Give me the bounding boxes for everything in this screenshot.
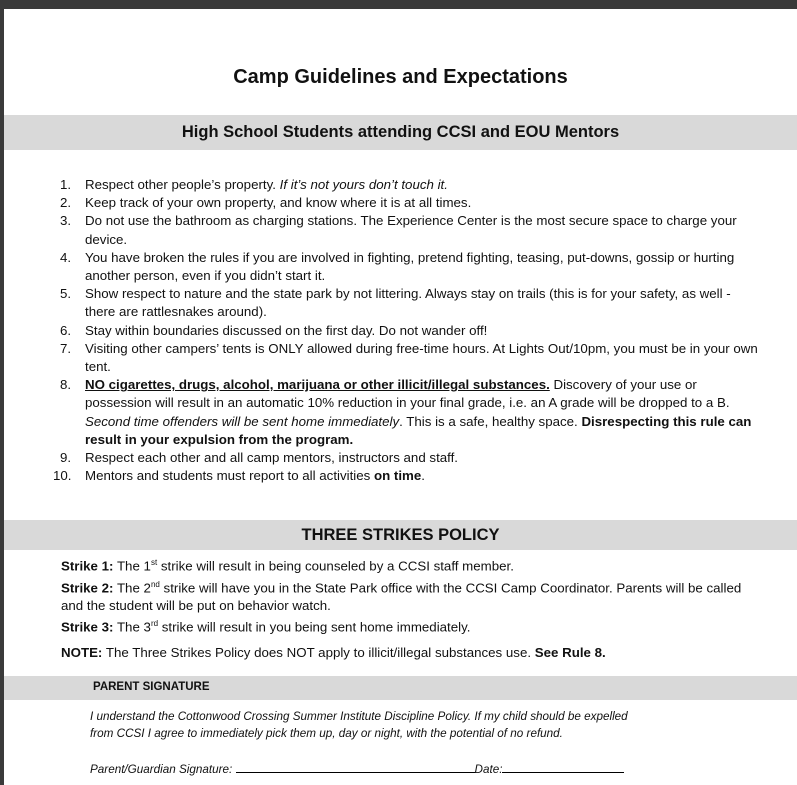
- rule-text: Respect each other and all camp mentors, instructors and staff.: [85, 450, 458, 466]
- rule-number: 1.: [60, 177, 72, 192]
- list-item: [60, 376, 760, 449]
- policy-note: NOTE: The Three Strikes Policy does NOT apply to illicit/illegal substances use. See Rule 8.: [61, 645, 606, 660]
- date-label: Date:: [474, 763, 503, 776]
- rule-text: NO cigarettes, drugs, alcohol, marijuana or other illicit/illegal substances. Discovery of your use or possession will result in an automatic 10% reduction in your final grade, i.e. an A grade will be dropped to a B. Second time offenders will be sent home immediately. This is a safe, healthy space. Disrespecting this rule can result in your expulsion from the program.: [85, 377, 752, 447]
- rule-number: 5.: [60, 286, 72, 302]
- rule-number: 7.: [60, 340, 72, 356]
- rule-text: Visiting other campers’ tents is ONLY allowed during free-time hours. At Lights Out/10pm, you must be in your own tent.: [85, 340, 758, 375]
- rule-text: Stay within boundaries discussed on the first day. Do not wander off!: [85, 322, 488, 338]
- strike-item: Strike 1: The 1st strike will result in being counseled by a CCSI staff member.: [61, 558, 514, 574]
- section-heading-signature: PARENT SIGNATURE: [93, 681, 210, 693]
- list-item: [60, 176, 760, 194]
- rule-text: You have broken the rules if you are involved in fighting, pretend fighting, teasing, put-downs, gossip or hurting another person, even if you didn’t start it.: [85, 249, 735, 284]
- rule-number: 2.: [60, 195, 72, 211]
- section-header-band: [4, 520, 797, 550]
- list-item: [60, 212, 760, 248]
- strike-item: Strike 2: The 2nd strike will have you in the State Park office with the CCSI Camp Coordinator. Parents will be called and the student will be put on behavior watch.: [61, 579, 742, 614]
- rule-text: Show respect to nature and the state park by not littering. Always stay on trails (this is for your safety, as well - there are rattlesnakes around).: [85, 286, 731, 320]
- list-item: [60, 194, 760, 212]
- list-item: [60, 249, 760, 285]
- list-item: [60, 340, 760, 376]
- rule-number: 6.: [60, 322, 72, 338]
- section-heading-students: High School Students attending CCSI and EOU Mentors: [181, 123, 620, 141]
- rule-text: Respect other people’s property. If it’s not yours don’t touch it.: [85, 177, 448, 192]
- document-page: [4, 9, 797, 785]
- rule-text: Do not use the bathroom as charging stations. The Experience Center is the most secure space to charge your device.: [85, 213, 737, 247]
- list-item: [53, 467, 760, 485]
- signature-field[interactable]: [236, 760, 475, 773]
- section-header-band: [4, 115, 797, 150]
- section-header-band: [4, 676, 797, 700]
- list-item: [60, 449, 760, 467]
- rule-number: 4.: [60, 249, 72, 265]
- rule-number: 9.: [60, 450, 72, 466]
- rules-list: [53, 176, 760, 485]
- list-item: [60, 322, 760, 340]
- consent-statement: I understand the Cottonwood Crossing Summer Institute Discipline Policy. If my child should be expelled from CCSI I agree to immediately pick them up, day or night, with the potential of no refund.: [90, 710, 628, 740]
- list-item: [60, 285, 760, 321]
- strikes-list: [61, 554, 761, 637]
- page-title: Camp Guidelines and Expectations: [233, 66, 568, 88]
- signature-label: Parent/Guardian Signature:: [90, 763, 236, 776]
- rule-text: Mentors and students must report to all activities on time.: [85, 468, 425, 484]
- strike-item: Strike 3: The 3rd strike will result in you being sent home immediately.: [61, 619, 471, 635]
- section-heading-strikes: THREE STRIKES POLICY: [301, 526, 500, 544]
- rule-number: 8.: [60, 377, 72, 393]
- date-field[interactable]: [502, 760, 624, 773]
- rule-text: Keep track of your own property, and know where it is at all times.: [85, 195, 472, 211]
- rule-number: 10.: [53, 468, 72, 484]
- signature-line: [90, 760, 624, 776]
- rule-number: 3.: [60, 213, 72, 229]
